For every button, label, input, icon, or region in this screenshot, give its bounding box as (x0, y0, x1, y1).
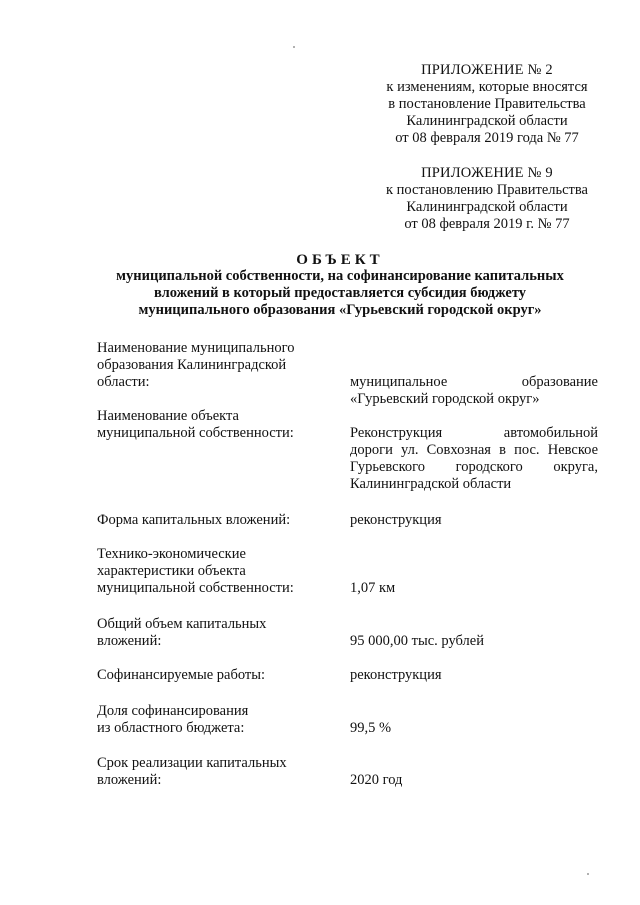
field-label (97, 667, 333, 684)
field-label (97, 616, 333, 650)
appendix-2-block (364, 62, 610, 147)
value-line: муниципальное образование (350, 374, 598, 390)
subtitle-line: вложений в который предоставляется субсидия бюджету (153, 285, 527, 301)
label-line: вложений: (97, 633, 162, 649)
subtitle-line: муниципальной собственности, на софинансирование капитальных (116, 268, 564, 284)
appendix-2-title: ПРИЛОЖЕНИЕ № 2 (421, 62, 553, 78)
label-line: характеристики объекта (97, 563, 246, 579)
field-value: 1,07 км (350, 580, 396, 596)
field-value (350, 425, 598, 493)
scan-speck (587, 873, 589, 875)
appendix-2-line: Калининградской области (406, 113, 568, 129)
label-line: из областного бюджета: (97, 720, 245, 736)
appendix-2-line: от 08 февраля 2019 года № 77 (395, 130, 579, 146)
field-value: 99,5 % (350, 720, 392, 736)
scan-speck (293, 46, 295, 48)
value-line: Реконструкция автомобильной (350, 425, 598, 441)
field-label (97, 546, 333, 597)
label-line: образования Калининградской (97, 357, 287, 373)
field-label (97, 408, 333, 442)
label-line: Срок реализации капитальных (97, 755, 287, 771)
field-value: 95 000,00 тыс. рублей (350, 633, 484, 649)
label-line: Наименование объекта (97, 408, 239, 424)
label-line: Доля софинансирования (97, 703, 249, 719)
field-value (350, 374, 598, 408)
document-title: ОБЪЕКТ (296, 252, 384, 268)
value-line: «Гурьевский городской округ» (350, 391, 540, 407)
label-line: Наименование муниципального (97, 340, 295, 356)
label-line: Софинансируемые работы: (97, 667, 265, 683)
label-line: вложений: (97, 772, 162, 788)
field-label (97, 703, 333, 737)
appendix-9-line: от 08 февраля 2019 г. № 77 (404, 216, 570, 232)
field-label (97, 340, 333, 391)
appendix-2-line: в постановление Правительства (388, 96, 586, 112)
value-line: дороги ул. Совхозная в пос. Невское (350, 442, 598, 458)
label-line: Общий объем капитальных (97, 616, 267, 632)
field-label (97, 755, 333, 789)
field-value: реконструкция (350, 667, 442, 683)
field-value: 2020 год (350, 772, 403, 788)
field-label (97, 512, 333, 529)
subtitle-line: муниципального образования «Гурьевский городской округ» (138, 302, 542, 318)
label-line: Форма капитальных вложений: (97, 512, 291, 528)
label-line: муниципальной собственности: (97, 580, 294, 596)
label-line: Технико-экономические (97, 546, 246, 562)
appendix-9-title: ПРИЛОЖЕНИЕ № 9 (421, 165, 553, 181)
appendix-9-line: Калининградской области (406, 199, 568, 215)
field-value: реконструкция (350, 512, 442, 528)
value-line: Гурьевского городского округа, (350, 459, 598, 475)
label-line: области: (97, 374, 150, 390)
value-line: Калининградской области (350, 476, 512, 492)
document-subtitle (80, 268, 600, 319)
label-line: муниципальной собственности: (97, 425, 294, 441)
appendix-9-block (364, 165, 610, 233)
appendix-2-line: к изменениям, которые вносятся (386, 79, 588, 95)
appendix-9-line: к постановлению Правительства (386, 182, 588, 198)
